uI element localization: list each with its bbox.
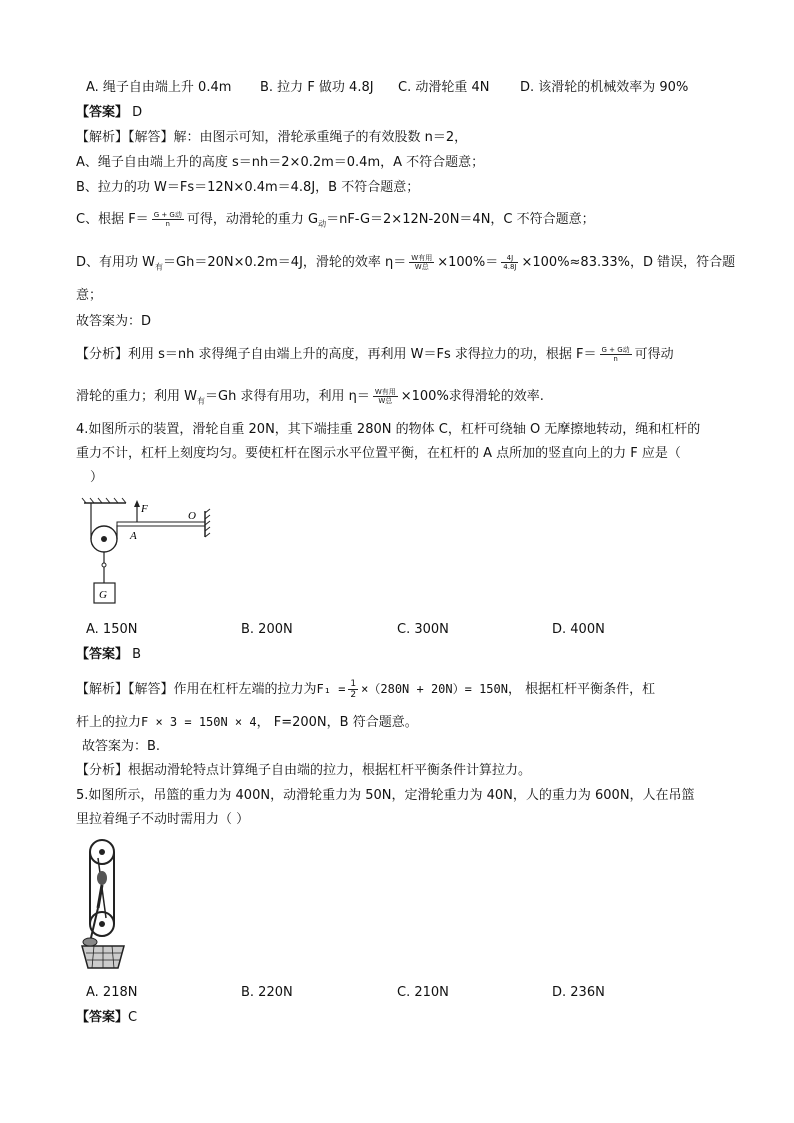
q5-answer-line: 【答案】C <box>76 1010 138 1025</box>
q3-analysis-line-8: 【分析】利用 s＝nh 求得绳子自由端上升的高度，再利用 W＝Fs 求得拉力的功，根据 F＝ $\frac{\text{G + G动}}{n}$ 可得动 <box>76 346 674 363</box>
q5-stem-line-2: 里拉着绳子不动时需用力（ ） <box>76 812 250 827</box>
q3-option-d: D. 该滑轮的机械效率为 90% <box>520 80 689 95</box>
q4-option-c: C. 300N <box>397 622 449 637</box>
q5-option-c: C. 210N <box>397 985 449 1000</box>
q4-analysis-line-1: 【解析】【解答】作用在杠杆左端的拉力为F₁ = $\frac{1}{2}$ ×（280N + 20N）= 150N， 根据杠杆平衡条件，杠 <box>76 679 656 700</box>
label-o: O <box>188 510 196 522</box>
efficiency-fraction: $\frac{\text{W有用}}{\text{W总}}$ <box>374 388 396 405</box>
q4-analysis-line-4: 【分析】根据动滑轮特点计算绳子自由端的拉力，根据杠杆平衡条件计算拉力。 <box>76 763 532 778</box>
q4-option-d: D. 400N <box>552 622 605 637</box>
q5-option-a: A. 218N <box>86 985 138 1000</box>
q3-analysis-line-2: A、绳子自由端上升的高度 s＝nh＝2×0.2m＝0.4m，A 不符合题意； <box>76 155 485 170</box>
answer-tag: 【答案】 <box>76 105 129 120</box>
q3-analysis-line-6: 意； <box>76 288 103 303</box>
q3-answer-line <box>76 104 142 122</box>
fraction: $\frac{\text{G + G动}}{n}$ <box>601 346 630 363</box>
q3-option-c: C. 动滑轮重 4N <box>398 80 490 95</box>
q4-stem-line-2: 重力不计，杠杆上刻度均匀。要使杠杆在图示水平位置平衡，在杠杆的 A 点所加的竖直向上的力 F 应是（ <box>76 446 681 461</box>
label-f: F <box>141 503 148 515</box>
q3-analysis-line-3: B、拉力的功 W＝Fs＝12N×0.4m＝4.8J，B 不符合题意； <box>76 180 420 195</box>
label-a: A <box>130 530 137 542</box>
q4-stem-line-3: ） <box>90 470 104 485</box>
answer-value: D <box>132 105 143 120</box>
label-g: G <box>99 589 107 601</box>
q5-option-d: D. 236N <box>552 985 605 1000</box>
q5-stem-line-1: 5.如图所示，吊篮的重力为 400N，动滑轮重力为 50N，定滑轮重力为 40N，人的重力为 600N，人在吊篮 <box>76 788 695 803</box>
q4-lever-pulley-figure <box>80 497 220 609</box>
q4-analysis-line-3: 故答案为：B. <box>82 739 161 754</box>
fraction: $\frac{\text{G + G动}}{n}$ <box>153 211 182 228</box>
efficiency-fraction: $\frac{\text{W有用}}{\text{W总}}$ <box>411 254 433 271</box>
q3-analysis-line-5: D、有用功 $W_有=Gh=20N\times 0.2m=4J$，滑轮的效率 η＝ $\frac{\text{W有用}}{\text{W总}}$ ×100%＝ $\frac{4J}{4.8J}$ ×100%≈83.33%，D 错误，符合题 <box>76 254 736 272</box>
value-fraction: $\frac{4J}{4.8J}$ <box>503 254 517 271</box>
q5-basket-pulley-figure <box>76 838 136 978</box>
q3-analysis-line-4: C、根据 F＝ $\frac{\text{G + G动}}{n}$ 可得，动滑轮的重力 $G_动=nF-G=2\times 12N-20N=4N$，C 不符合题意； <box>76 211 595 229</box>
q3-option-a: A. 绳子自由端上升 0.4m <box>86 80 232 95</box>
q3-analysis-line-9: 滑轮的重力；利用 $W_有=Gh$ 求得有用功，利用 η＝ $\frac{\text{W有用}}{\text{W总}}$ ×100%求得滑轮的效率. <box>76 388 544 406</box>
q3-analysis-line-1: 【解析】【解答】解：由图示可知，滑轮承重绳子的有效股数 n＝2， <box>76 130 468 145</box>
q4-stem-line-1: 4.如图所示的装置，滑轮自重 20N，其下端挂重 280N 的物体 C，杠杆可绕轴 O 无摩擦地转动，绳和杠杆的 <box>76 422 701 437</box>
q3-option-b: B. 拉力 F 做功 4.8J <box>260 80 374 95</box>
q4-analysis-line-2: 杆上的拉力F × 3 = 150N × 4， F=200N，B 符合题意。 <box>76 715 418 730</box>
q4-answer-line: 【答案】 B <box>76 647 142 662</box>
q3-analysis-line-7: 故答案为：D <box>76 314 152 329</box>
q5-option-b: B. 220N <box>241 985 293 1000</box>
q4-option-b: B. 200N <box>241 622 293 637</box>
half-fraction: $\frac{1}{2}$ <box>350 679 357 700</box>
q4-option-a: A. 150N <box>86 622 138 637</box>
